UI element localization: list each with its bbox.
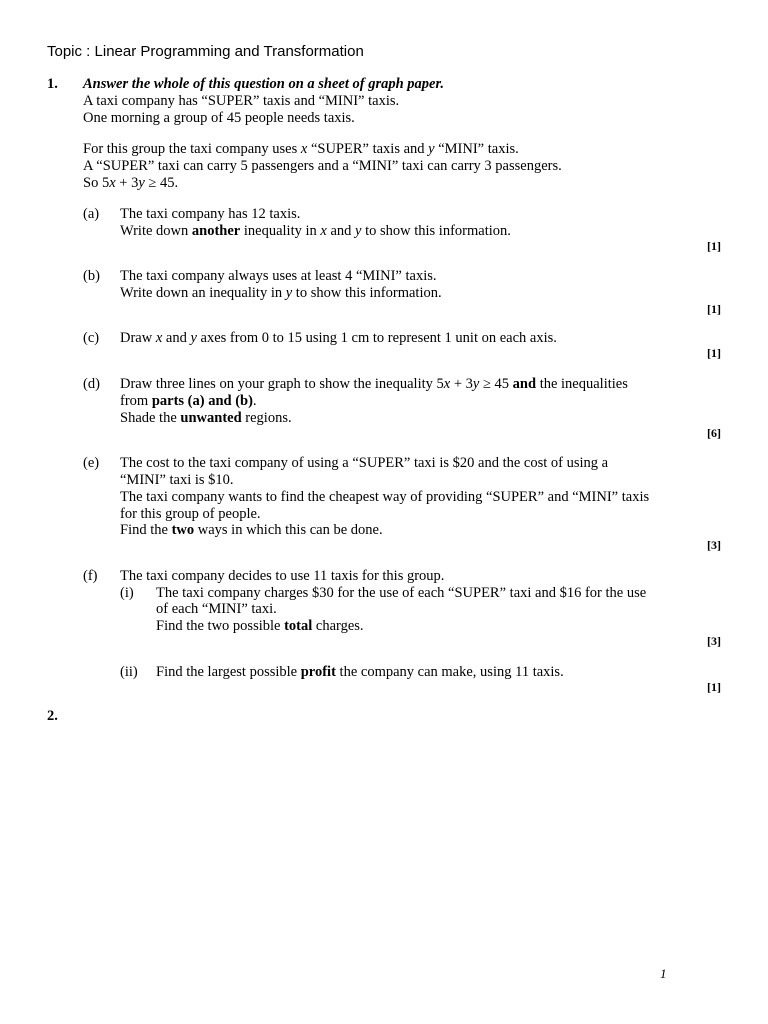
part-b-line-2: Write down an inequality in y to show this information. (120, 285, 442, 301)
part-f-i-line-3: Find the two possible total charges. (156, 618, 364, 634)
part-f-i-line-2: of each “MINI” taxi. (156, 601, 277, 617)
part-c-line-1: Draw x and y axes from 0 to 15 using 1 cm to represent 1 unit on each axis. (120, 330, 557, 346)
part-e-line-5: Find the two ways in which this can be done. (120, 522, 383, 538)
question-2-number: 2. (47, 708, 58, 724)
part-f-label: (f) (83, 568, 98, 584)
part-c-label: (c) (83, 330, 100, 346)
part-d-mark: [6] (707, 426, 721, 440)
page-number: 1 (660, 966, 667, 981)
setup-line-1: For this group the taxi company uses x “SUPER” taxis and y “MINI” taxis. (83, 141, 519, 157)
part-b-label: (b) (83, 268, 100, 284)
part-e-line-3: The taxi company wants to find the cheapest way of providing “SUPER” and “MINI” taxis (120, 489, 650, 505)
part-b-line-1: The taxi company always uses at least 4 “MINI” taxis. (120, 268, 437, 284)
part-a-label: (a) (83, 206, 100, 222)
part-a-line-1: The taxi company has 12 taxis. (120, 206, 301, 222)
part-f-line-1: The taxi company decides to use 11 taxis for this group. (120, 568, 445, 584)
question-1-instruction: Answer the whole of this question on a sheet of graph paper. (83, 76, 444, 92)
part-d-line-1: Draw three lines on your graph to show the inequality 5x + 3y ≥ 45 and the inequalities (120, 376, 628, 392)
intro-line-2: One morning a group of 45 people needs taxis. (83, 110, 355, 126)
part-e-label: (e) (83, 455, 100, 471)
part-d-line-3: Shade the unwanted regions. (120, 410, 292, 426)
setup-line-2: A “SUPER” taxi can carry 5 passengers and a “MINI” taxi can carry 3 passengers. (83, 158, 562, 174)
part-f-i-label: (i) (120, 585, 134, 601)
part-e-line-1: The cost to the taxi company of using a “SUPER” taxi is $20 and the cost of using a (120, 455, 609, 471)
question-1-number: 1. (47, 76, 58, 92)
setup-line-3: So 5x + 3y ≥ 45. (83, 175, 179, 191)
part-e-line-4: for this group of people. (120, 506, 261, 522)
part-f-ii-mark: [1] (707, 680, 721, 694)
part-f-i-mark: [3] (707, 634, 721, 648)
part-a-line-2: Write down another inequality in x and y to show this information. (120, 223, 511, 239)
part-f-ii-label: (ii) (120, 664, 138, 680)
part-d-label: (d) (83, 376, 100, 392)
intro-line-1: A taxi company has “SUPER” taxis and “MINI” taxis. (83, 93, 400, 109)
part-e-line-2: “MINI” taxi is $10. (120, 472, 234, 488)
part-f-ii-line-1: Find the largest possible profit the company can make, using 11 taxis. (156, 664, 564, 680)
part-e-mark: [3] (707, 538, 721, 552)
part-c-mark: [1] (707, 346, 721, 360)
part-a-mark: [1] (707, 239, 721, 253)
part-f-i-line-1: The taxi company charges $30 for the use of each “SUPER” taxi and $16 for the use (156, 585, 647, 601)
topic-heading: Topic : Linear Programming and Transformation (47, 43, 364, 60)
part-d-line-2: from parts (a) and (b). (120, 393, 257, 409)
part-b-mark: [1] (707, 302, 721, 316)
